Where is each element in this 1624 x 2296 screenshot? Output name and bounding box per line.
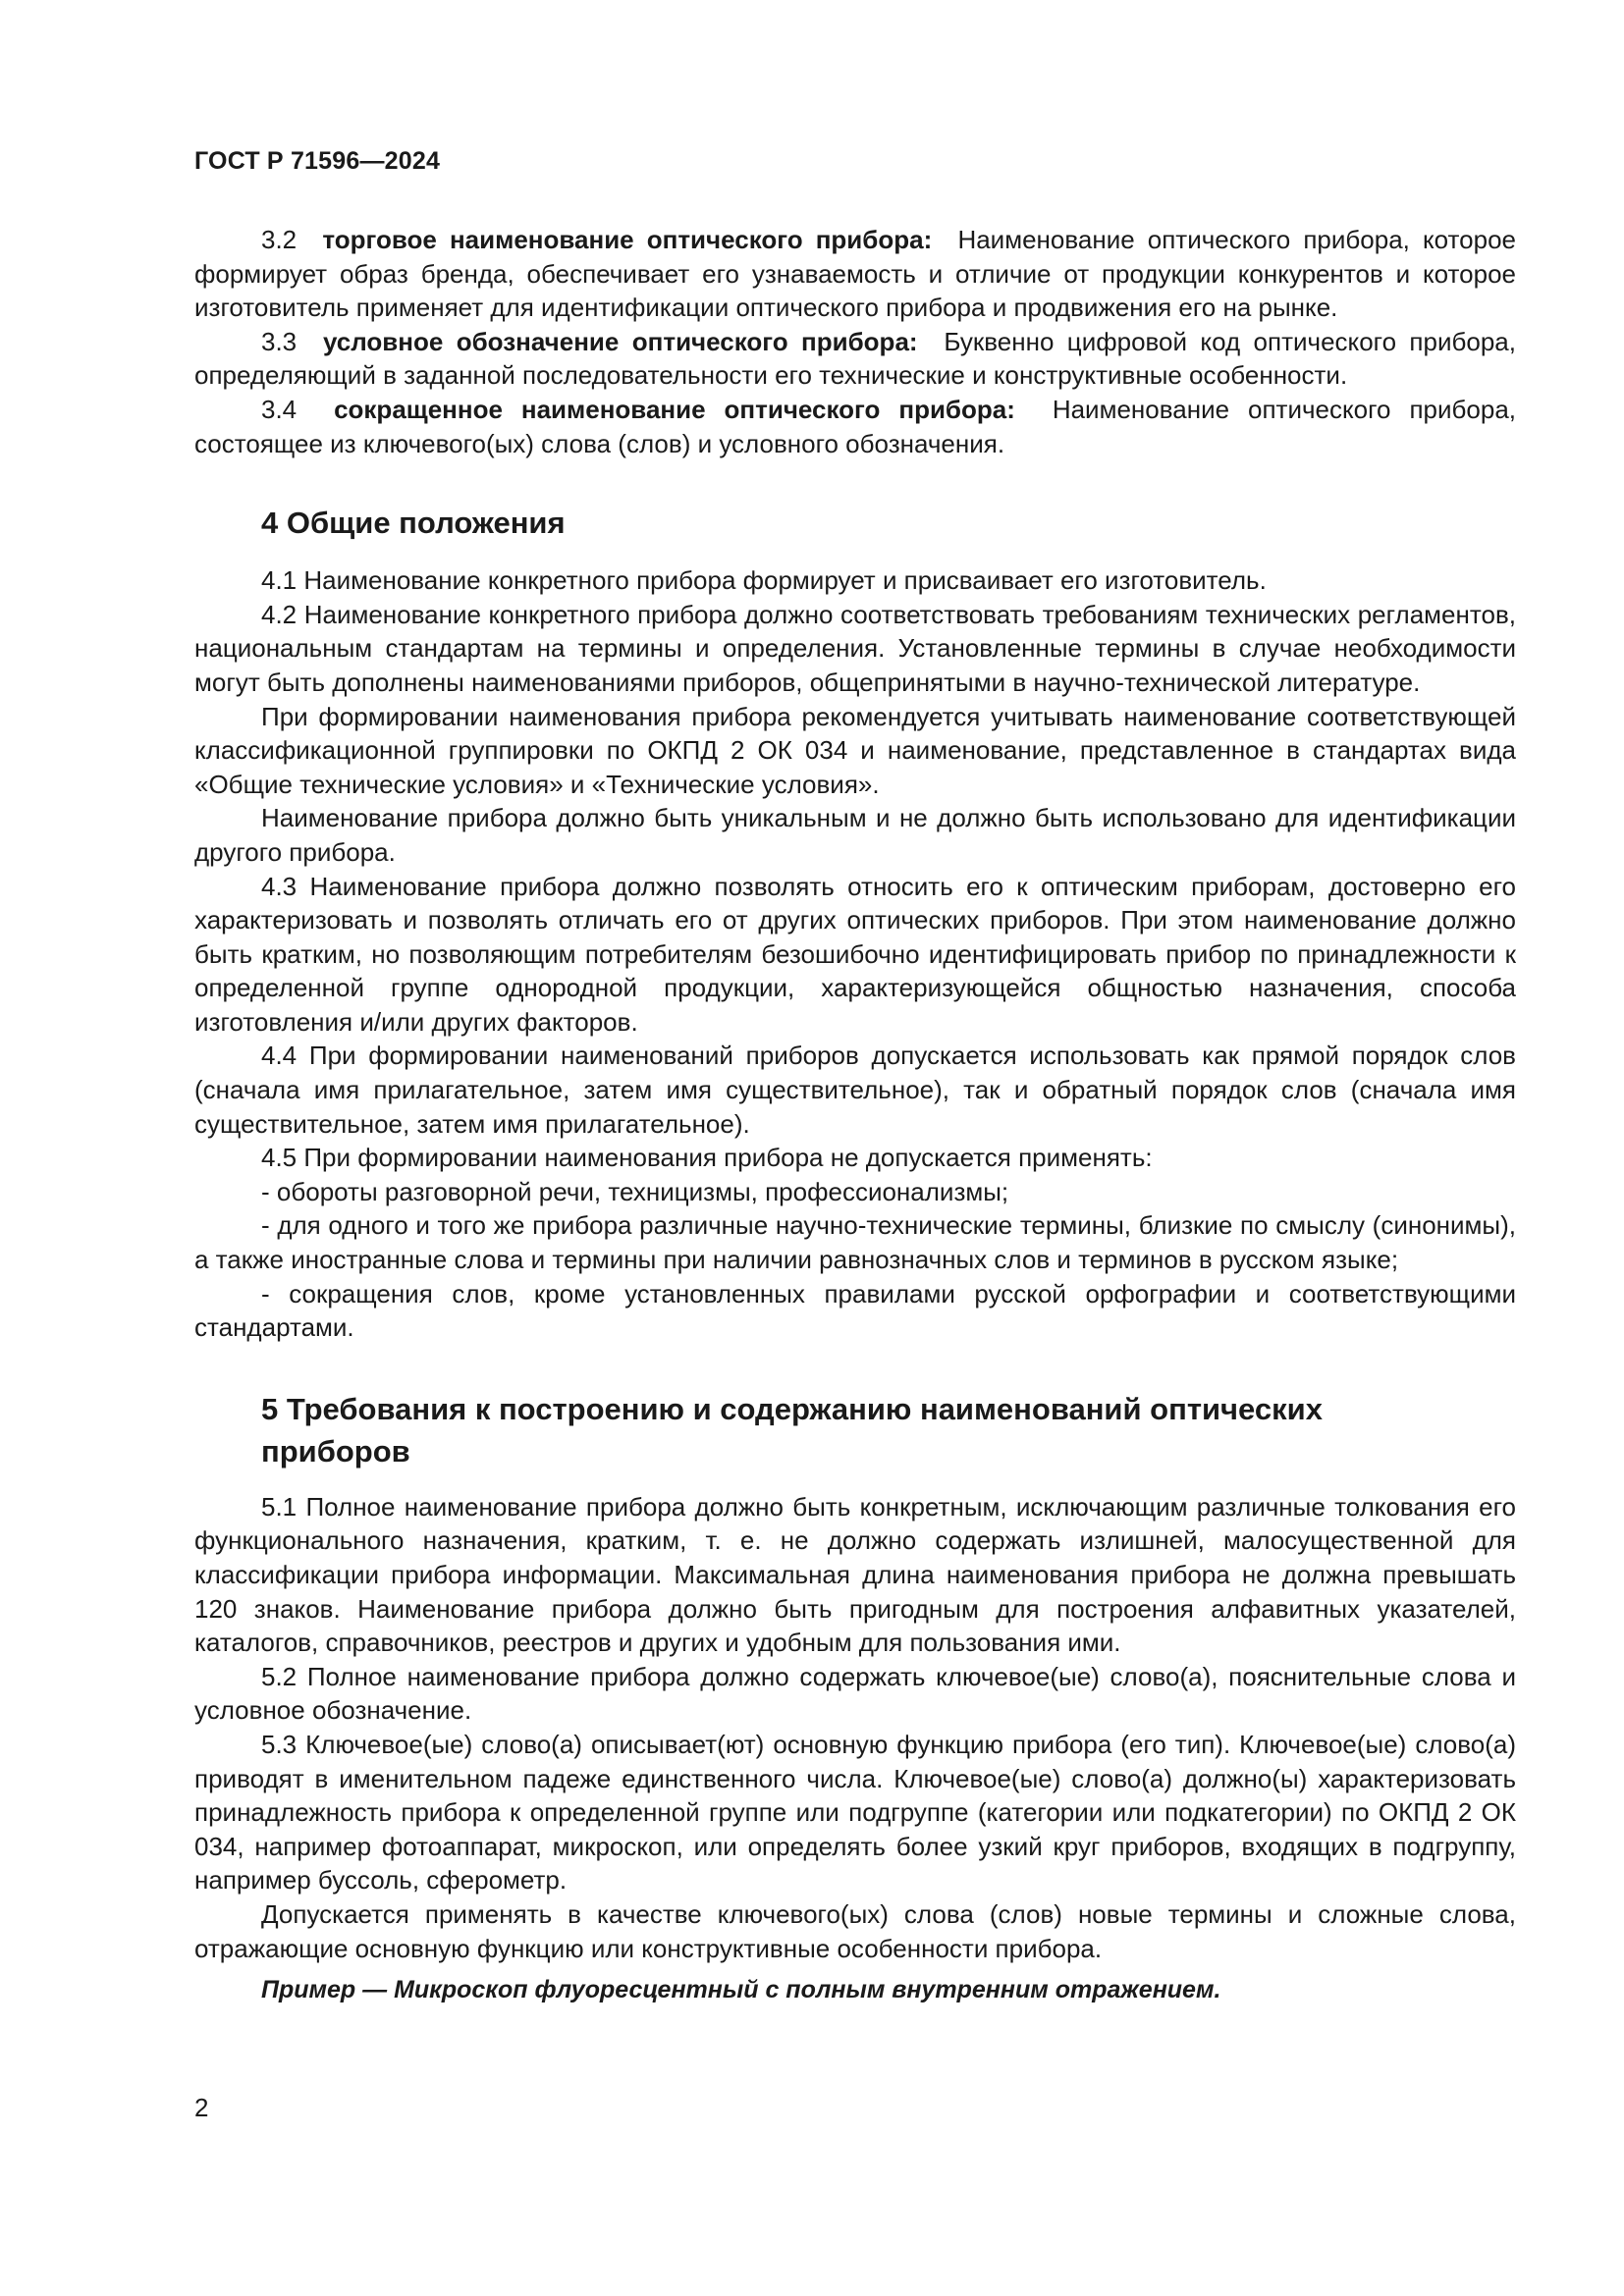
term-title: торговое наименование оптического прибора:: [322, 225, 933, 254]
list-item-4-5-a: - обороты разговорной речи, техницизмы, профессионализмы;: [261, 1176, 1009, 1206]
term-number: 3.2: [261, 225, 298, 254]
document-id: ГОСТ Р 71596—2024: [194, 147, 441, 175]
term-definition: Буквенно цифровой код оптического прибора, определяющий в заданной последовательности его технические и конструктивные особенности.: [194, 326, 1516, 391]
list-item-4-5-c: - сокращения слов, кроме установленных правилами русской орфографии и соответствующими стандартами.: [194, 1278, 1516, 1343]
paragraph-4-4: 4.4 При формировании наименований приборов допускается использовать как прямой порядок слов (сначала имя прилагательное, затем имя существительное), так и обратный порядок слов (сначала имя существительное, затем имя прилагательное).: [194, 1041, 1516, 1139]
term-3-4: [194, 393, 1516, 460]
paragraph-5-3-note: Допускается применять в качестве ключевого(ых) слова (слов) новые термины и сложные слова, отражающие основную функцию или конструктивные особенности прибора.: [194, 1898, 1516, 1963]
term-definition: Наименование оптического прибора, которое формирует образ бренда, обеспечивает его узнаваемость и отличие от продукции конкурентов и которое изготовитель применяет для идентификации оптического прибора и продвижения его на рынке.: [194, 225, 1517, 323]
paragraph-4-1: 4.1 Наименование конкретного прибора формирует и присваивает его изготовитель.: [261, 565, 1267, 596]
term-3-2: [194, 223, 1516, 325]
term-definition: Наименование оптического прибора, состоящее из ключевого(ых) слова (слов) и условного обозначения.: [194, 394, 1516, 458]
term-title: сокращенное наименование оптического прибора:: [334, 394, 1015, 424]
paragraph-5-2: 5.2 Полное наименование прибора должно содержать ключевое(ые) слово(а), пояснительные слова и условное обозначение.: [194, 1661, 1516, 1726]
section-5-heading: 5 Требования к построению и содержанию наименований оптических приборов: [261, 1391, 1323, 1468]
list-item-4-5-b: - для одного и того же прибора различные научно-технические термины, близкие по смыслу (синонимы), а также иностранные слова и термины при наличии равнозначных слов и терминов в русском языке;: [194, 1210, 1516, 1275]
paragraph-4-2-note-b: Наименование прибора должно быть уникальным и не должно быть использовано для идентификации другого прибора.: [194, 803, 1516, 867]
document-body: [194, 223, 1516, 2007]
example-text: Пример — Микроскоп флуоресцентный с полным внутренним отражением.: [261, 1976, 1221, 2004]
paragraph-5-3: 5.3 Ключевое(ые) слово(а) описывает(ют) основную функцию прибора (его тип). Ключевое(ые) слово(а) приводят в именительном падеже единственного числа. Ключевое(ые) слово(а) должно(ы) характеризовать принадлежность прибора к определенной группе или подгруппе (категории или подкатегории) по ОКПД 2 ОК 034, например фотоаппарат, микроскоп, или определять более узкий круг приборов, входящих в подгруппу, например буссоль, сферометр.: [194, 1729, 1516, 1896]
term-title: условное обозначение оптического прибора:: [322, 326, 918, 356]
paragraph-4-5: 4.5 При формировании наименования прибора не допускается применять:: [261, 1143, 1153, 1173]
page-number: 2: [194, 2093, 209, 2122]
paragraph-5-1: 5.1 Полное наименование прибора должно быть конкретным, исключающим различные толкования его функционального назначения, кратким, т. е. не должно содержать излишней, малосущественной для классификации прибора информации. Максимальная длина наименования прибора не должна превышать 120 знаков. Наименование прибора должно быть пригодным для построения алфавитных указателей, каталогов, справочников, реестров и других и удобным для пользования ими.: [194, 1491, 1516, 1658]
term-number: 3.3: [261, 326, 298, 356]
term-number: 3.4: [261, 394, 298, 424]
section-4-heading: 4 Общие положения: [261, 506, 566, 541]
paragraph-4-2-note-a: При формировании наименования прибора рекомендуется учитывать наименование соответствующей классификационной группировки по ОКПД 2 ОК 034 и наименование, представленное в стандартах вида «Общие технические условия» и «Технические условия».: [194, 701, 1516, 799]
paragraph-4-3: 4.3 Наименование прибора должно позволять относить его к оптическим приборам, достоверно его характеризовать и позволять отличать его от других оптических приборов. При этом наименование должно быть кратким, но позволяющим потребителям безошибочно идентифицировать прибор по принадлежности к определенной группе однородной продукции, характеризующейся общностью назначения, способа изготовления и/или других факторов.: [194, 871, 1516, 1037]
term-3-3: [194, 325, 1516, 393]
paragraph-4-2: 4.2 Наименование конкретного прибора должно соответствовать требованиям технических регламентов, национальным стандартам на термины и определения. Установленные термины в случае необходимости могут быть дополнены наименованиями приборов, общепринятыми в научно-технической литературе.: [194, 599, 1516, 697]
